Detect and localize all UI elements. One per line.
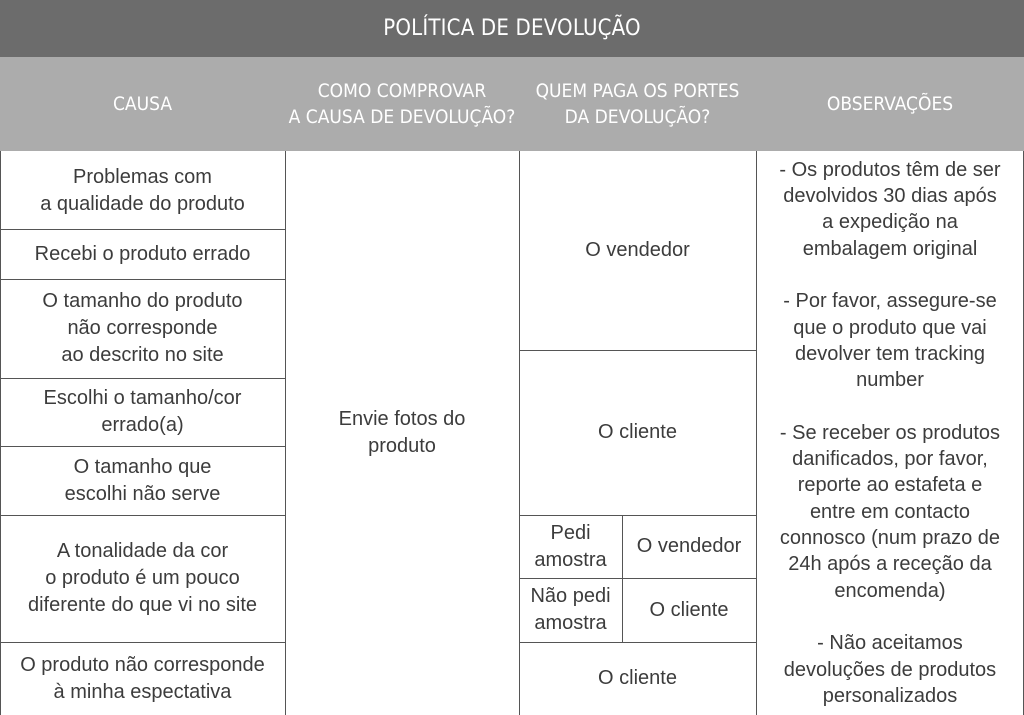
cause-cell: Problemas com a qualidade do produto <box>40 165 245 215</box>
cause-cell: Escolhi o tamanho/cor errado(a) <box>43 387 242 436</box>
table-border <box>0 151 1 715</box>
header-comprovar: COMO COMPROVAR A CAUSA DE DEVOLUÇÃO? <box>288 80 516 128</box>
cause-cell: O tamanho do produto não corresponde ao descrito no site <box>42 290 243 366</box>
sample-not-requested-payer: O cliente <box>649 598 729 621</box>
table-header <box>0 57 1024 151</box>
column-divider <box>519 151 520 715</box>
row-divider <box>0 446 285 447</box>
header-causa: CAUSA <box>112 93 173 115</box>
observations-cell: - Os produtos têm de ser devolvidos 30 dias após a expedição na embalagem original - Por favor, assegure-se que o produto que vai devolver tem tracking number - Se receber os produtos danificados, por favor, reporte ao estafeta e entre em contacto connosco (num prazo de 24h após a receção da encomenda) - Não aceitamos devoluções de produtos personalizados <box>779 158 1001 707</box>
header-observacoes: OBSERVAÇÕES <box>826 93 954 115</box>
column-divider <box>756 151 757 715</box>
payer-cell-vendedor: O vendedor <box>585 239 690 261</box>
header-quem-paga: QUEM PAGA OS PORTES DA DEVOLUÇÃO? <box>535 80 740 128</box>
cause-cell: O tamanho que escolhi não serve <box>64 455 221 505</box>
column-divider <box>285 151 286 715</box>
cause-cell: Recebi o produto errado <box>34 243 251 265</box>
row-divider <box>0 642 285 643</box>
sample-requested-payer: O vendedor <box>636 535 742 557</box>
page-title: POLÍTICA DE DEVOLUÇÃO <box>0 0 1024 57</box>
row-divider <box>519 350 756 351</box>
row-divider <box>519 642 756 643</box>
proof-cell: Envie fotos do produto <box>338 408 466 457</box>
payer-cell-cliente: O cliente <box>598 421 677 443</box>
row-divider <box>519 578 756 579</box>
sample-requested-label: Pedi amostra <box>534 521 607 571</box>
row-divider <box>0 229 285 230</box>
row-divider <box>519 515 756 516</box>
payer-cell-last: O cliente <box>598 667 677 689</box>
row-divider <box>0 515 285 516</box>
row-divider <box>0 378 285 379</box>
cause-cell: A tonalidade da cor o produto é um pouco diferente do que vi no site <box>27 540 258 616</box>
sample-not-requested-label: Não pedi amostra <box>530 585 611 634</box>
row-divider <box>0 279 285 280</box>
cause-cell: O produto não corresponde à minha espectativa <box>20 653 265 703</box>
